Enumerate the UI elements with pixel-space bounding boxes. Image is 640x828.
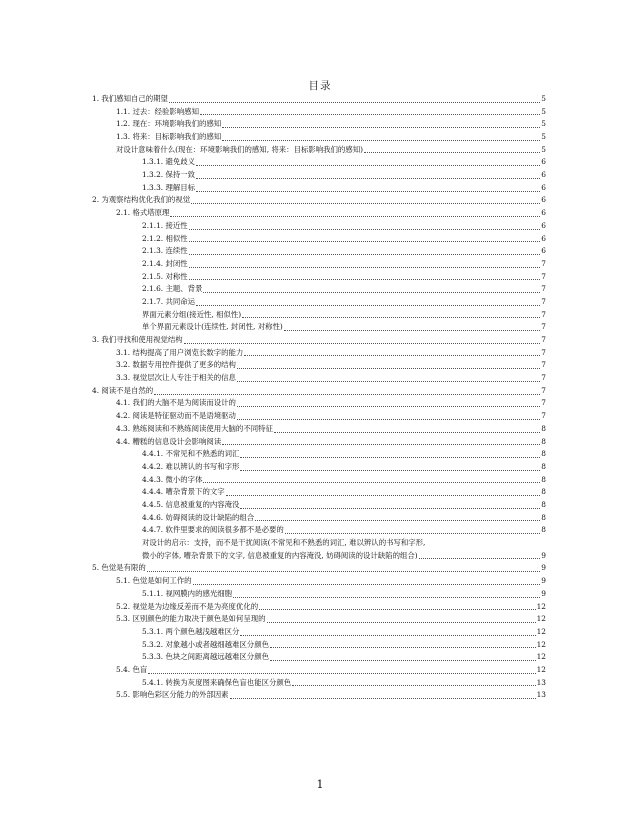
toc-entry-text: 5.3.3. 色块之间距离越远越难区分颜色 — [142, 652, 269, 662]
toc-leader-dots — [237, 405, 540, 407]
toc-leader-dots — [240, 634, 535, 636]
toc-entry-text: 2.1.7. 共同命运 — [142, 296, 196, 306]
toc-entry[interactable] — [92, 601, 546, 614]
toc-leader-dots — [285, 532, 541, 534]
toc-entry-text: 4.3. 熟练阅读和不熟练阅读使用大脑的不同特征 — [116, 423, 273, 433]
toc-entry-page: 5 — [541, 132, 546, 142]
toc-entry-text: 1.3. 将来：目标影响我们的感知 — [116, 132, 222, 142]
toc-leader-dots — [237, 367, 540, 369]
toc-entry-page: 6 — [541, 195, 546, 205]
toc-entry-page: 12 — [536, 639, 546, 649]
toc-entry[interactable] — [92, 562, 546, 575]
toc-leader-dots — [222, 139, 540, 141]
toc-entry-page: 6 — [541, 157, 546, 167]
toc-entry[interactable] — [92, 398, 546, 411]
toc-entry[interactable] — [92, 359, 546, 372]
toc-entry-page: 7 — [541, 411, 546, 421]
toc-entry[interactable] — [92, 233, 546, 246]
toc-entry[interactable] — [92, 334, 546, 347]
toc-entry[interactable] — [92, 220, 546, 233]
toc-entry[interactable] — [92, 169, 546, 182]
toc-entry[interactable] — [92, 474, 546, 487]
toc-entry-text: 4.4.7. 软件里要求的阅读很多都不是必要的 — [142, 525, 284, 535]
toc-entry[interactable] — [92, 258, 546, 271]
toc-entry[interactable] — [92, 448, 546, 461]
toc-entry-text: 4. 阅读不是自然的 — [92, 385, 154, 395]
toc-entry-page: 7 — [541, 284, 546, 294]
toc-entry[interactable] — [92, 677, 546, 690]
toc-entry-page: 7 — [541, 258, 546, 268]
toc-leader-dots — [196, 190, 540, 192]
toc-leader-dots — [169, 101, 540, 103]
toc-entry-text: 1.3.1. 避免歧义 — [142, 157, 196, 167]
toc-leader-dots — [189, 253, 541, 255]
page-number: 1 — [316, 778, 324, 791]
toc-leader-dots — [148, 672, 535, 674]
toc-entry[interactable] — [92, 436, 546, 449]
toc-entry-page: 12 — [536, 614, 546, 624]
toc-leader-dots — [189, 266, 541, 268]
toc-entry-text: 3.2. 数据专用控件提供了更多的结构 — [116, 360, 236, 370]
toc-leader-dots — [259, 608, 535, 610]
toc-entry-page: 8 — [541, 423, 546, 433]
toc-entry-page: 12 — [536, 601, 546, 611]
toc-leader-dots — [284, 329, 540, 331]
toc-entry-page: 7 — [541, 385, 546, 395]
toc-entry-page: 9 — [541, 576, 546, 586]
toc-entry-text: 1.3.3. 理解目标 — [142, 182, 196, 192]
toc-entry[interactable] — [92, 410, 546, 423]
toc-entry-text: 4.4.4. 嘈杂背景下的文字 — [142, 487, 225, 497]
toc-entry-text-line-2: 微小的字体, 嘈杂背景下的文字, 信息被重复的内容淹没, 妨碍阅读的设计缺陷的组合) — [142, 550, 418, 560]
toc-leader-dots — [191, 202, 540, 204]
toc-leader-dots — [203, 481, 540, 483]
toc-entry-text: 1.2. 现在：环境影响我们的感知 — [116, 119, 222, 129]
toc-entry[interactable] — [92, 195, 546, 208]
toc-entry-page: 5 — [541, 106, 546, 116]
toc-entry-text: 4.2. 阅读是特征驱动而不是语境驱动 — [116, 411, 236, 421]
toc-entry[interactable] — [92, 156, 546, 169]
toc-entry-page: 8 — [541, 461, 546, 471]
toc-entry[interactable] — [92, 207, 546, 220]
toc-entry-text: 3. 我们寻找和使用视觉结构 — [92, 335, 183, 345]
toc-entry[interactable] — [92, 575, 546, 588]
toc-entry-page: 7 — [541, 296, 546, 306]
toc-entry[interactable] — [92, 283, 546, 296]
toc-leader-dots — [270, 659, 536, 661]
toc-leader-dots — [193, 583, 541, 585]
toc-entry[interactable] — [92, 385, 546, 398]
toc-entry-text: 5.5. 影响色彩区分能力的外部因素 — [116, 690, 229, 700]
toc-entry-text: 3.1. 结构提高了用户浏览长数字的能力 — [116, 347, 244, 357]
toc-entry-text: 2.1.1. 接近性 — [142, 220, 188, 230]
toc-entry-page: 12 — [536, 664, 546, 674]
toc-entry-page: 7 — [541, 271, 546, 281]
toc-entry[interactable] — [92, 626, 546, 639]
toc-entry-page: 9 — [541, 550, 546, 560]
toc-entry-page: 8 — [541, 449, 546, 459]
toc-entry-text: 2.1.3. 连续性 — [142, 246, 188, 256]
toc-entry[interactable] — [92, 423, 546, 436]
toc-entry-text: 4.1. 我们的大脑不是为阅读而设计的 — [116, 398, 236, 408]
toc-leader-dots — [240, 456, 540, 458]
toc-entry-page: 9 — [541, 563, 546, 573]
toc-leader-dots — [237, 418, 540, 420]
toc-leader-dots — [364, 151, 540, 153]
toc-list-part-1 — [92, 93, 546, 537]
toc-leader-dots — [274, 431, 540, 433]
toc-leader-dots — [244, 354, 540, 356]
toc-entry-text: 2.1.5. 对称性 — [142, 271, 188, 281]
toc-entry-page: 6 — [541, 182, 546, 192]
toc-leader-dots — [196, 164, 540, 166]
toc-entry-page: 7 — [541, 398, 546, 408]
toc-leader-dots — [255, 519, 540, 521]
toc-leader-dots — [230, 697, 536, 699]
toc-entry[interactable] — [92, 118, 546, 131]
toc-entry-page: 7 — [541, 347, 546, 357]
toc-entry-text: 4.4.1. 不常见和不熟悉的词汇 — [142, 449, 240, 459]
toc-entry-page: 8 — [541, 525, 546, 535]
toc-entry[interactable] — [92, 131, 546, 144]
toc-entry[interactable] — [92, 271, 546, 284]
toc-entry-text: 1. 我们感知自己的期望 — [92, 93, 168, 103]
toc-leader-dots — [270, 646, 536, 648]
toc-entry-text: 5.3.1. 两个颜色越浅越难区分 — [142, 626, 240, 636]
toc-title: 目录 — [308, 80, 332, 92]
toc-entry-text: 5.4.1. 转换为灰度图来确保色盲也能区分颜色 — [142, 677, 292, 687]
toc-leader-dots — [189, 240, 541, 242]
toc-entry[interactable] — [92, 664, 546, 677]
toc-entry-text: 界面元素分组(接近性, 相似性) — [142, 309, 242, 319]
toc-entry-page: 7 — [541, 322, 546, 332]
toc-entry-text: 2.1.4. 封闭性 — [142, 258, 188, 268]
toc-leader-dots — [222, 443, 540, 445]
toc-entry-page: 7 — [541, 373, 546, 383]
toc-entry[interactable] — [92, 651, 546, 664]
toc-entry-text: 4.4.6. 妨碍阅读的设计缺陷的组合 — [142, 512, 255, 522]
toc-entry-page: 8 — [541, 487, 546, 497]
toc-leader-dots — [222, 126, 540, 128]
toc-entry[interactable] — [92, 144, 546, 157]
toc-leader-dots — [242, 316, 540, 318]
toc-entry-text: 4.4.5. 信息被重复的内容淹没 — [142, 499, 240, 509]
toc-entry-text: 5.4. 色盲 — [116, 664, 148, 674]
toc-entry-page: 6 — [541, 246, 546, 256]
toc-leader-dots — [233, 596, 540, 598]
toc-leader-dots — [267, 621, 536, 623]
toc-leader-dots — [419, 557, 541, 559]
toc-entry-page: 8 — [541, 499, 546, 509]
toc-entry-page: 7 — [541, 335, 546, 345]
toc-entry-text: 4.4. 糟糕的信息设计会影响阅读 — [116, 436, 222, 446]
toc-leader-dots — [203, 291, 540, 293]
toc-entry-text-line-1: 对设计的启示：支持，而不是干扰阅读(不常见和不熟悉的词汇, 难以辨认的书写和字形, — [142, 538, 426, 548]
toc-entry[interactable] — [92, 512, 546, 525]
toc-entry-page: 6 — [541, 220, 546, 230]
toc-entry-page: 7 — [541, 309, 546, 319]
toc-entry-page: 9 — [541, 588, 546, 598]
toc-entry[interactable] — [92, 588, 546, 601]
toc-entry[interactable] — [92, 486, 546, 499]
toc-leader-dots — [170, 215, 540, 217]
toc-entry-text: 对设计意味着什么(现在：环境影响我们的感知, 将来：目标影响我们的感知) — [116, 144, 363, 154]
toc-entry-page: 13 — [536, 690, 546, 700]
toc-entry-text: 1.3.2. 保持一致 — [142, 170, 196, 180]
toc-leader-dots — [184, 342, 541, 344]
toc-entry-page: 5 — [541, 144, 546, 154]
toc-entry-page: 12 — [536, 652, 546, 662]
toc-entry-page: 6 — [541, 170, 546, 180]
toc-entry[interactable] — [92, 639, 546, 652]
toc-leader-dots — [226, 494, 541, 496]
toc-entry-page: 12 — [536, 626, 546, 636]
toc-entry-text: 5.3.2. 对象越小或者越细越难区分颜色 — [142, 639, 269, 649]
toc-entry-text: 单个界面元素设计(连续性, 封闭性, 对称性) — [142, 322, 283, 332]
toc-entry-text: 4.4.2. 难以辨认的书写和字形 — [142, 461, 240, 471]
toc-entry-text: 2.1.6. 主题、背景 — [142, 284, 203, 294]
toc-entry-text: 5. 色觉是有限的 — [92, 563, 146, 573]
table-of-contents — [92, 93, 546, 702]
toc-leader-dots — [189, 228, 541, 230]
toc-entry[interactable] — [92, 93, 546, 106]
toc-entry[interactable] — [92, 106, 546, 119]
toc-entry[interactable] — [92, 245, 546, 258]
toc-list-part-2 — [92, 562, 546, 702]
toc-leader-dots — [200, 113, 540, 115]
toc-entry-page: 8 — [541, 436, 546, 446]
toc-entry-text: 1.1. 过去：经验影响感知 — [116, 106, 199, 116]
toc-entry-page: 6 — [541, 208, 546, 218]
toc-entry[interactable] — [92, 296, 546, 309]
toc-entry-text: 3.3. 视觉层次让人专注于相关的信息 — [116, 373, 236, 383]
toc-entry-page: 8 — [541, 474, 546, 484]
toc-entry[interactable] — [92, 372, 546, 385]
toc-entry[interactable] — [92, 461, 546, 474]
toc-leader-dots — [240, 469, 540, 471]
toc-entry-text: 4.4.3. 微小的字体 — [142, 474, 203, 484]
toc-entry[interactable] — [92, 689, 546, 702]
toc-leader-dots — [196, 304, 540, 306]
toc-leader-dots — [240, 507, 540, 509]
toc-entry[interactable] — [92, 309, 546, 322]
toc-entry-design-implications[interactable] — [92, 537, 546, 562]
toc-entry-page: 13 — [536, 677, 546, 687]
toc-entry-page: 8 — [541, 512, 546, 522]
toc-entry-page: 5 — [541, 93, 546, 103]
toc-entry-page: 6 — [541, 233, 546, 243]
toc-leader-dots — [237, 380, 540, 382]
toc-entry[interactable] — [92, 182, 546, 195]
toc-entry-text: 5.2. 视觉是为边缘反差而不是为亮度优化的 — [116, 601, 259, 611]
toc-leader-dots — [292, 684, 535, 686]
toc-entry-text: 5.1.1. 视网膜内的感光细胞 — [142, 588, 233, 598]
toc-entry-text: 5.3. 区别颜色的能力取决于颜色是如何呈现的 — [116, 614, 266, 624]
toc-entry[interactable] — [92, 347, 546, 360]
toc-entry-text: 5.1. 色觉是如何工作的 — [116, 576, 192, 586]
toc-entry-page: 5 — [541, 119, 546, 129]
toc-entry[interactable] — [92, 499, 546, 512]
toc-leader-dots — [147, 570, 541, 572]
toc-entry-text: 2.1.2. 相似性 — [142, 233, 188, 243]
toc-leader-dots — [154, 393, 540, 395]
toc-entry-text: 2. 为观察结构优化我们的视觉 — [92, 195, 191, 205]
toc-leader-dots — [196, 177, 540, 179]
toc-entry[interactable] — [92, 524, 546, 537]
toc-leader-dots — [189, 278, 541, 280]
toc-entry[interactable] — [92, 321, 546, 334]
toc-entry-page: 7 — [541, 360, 546, 370]
toc-entry[interactable] — [92, 613, 546, 626]
toc-entry-text: 2.1. 格式塔原理 — [116, 208, 170, 218]
